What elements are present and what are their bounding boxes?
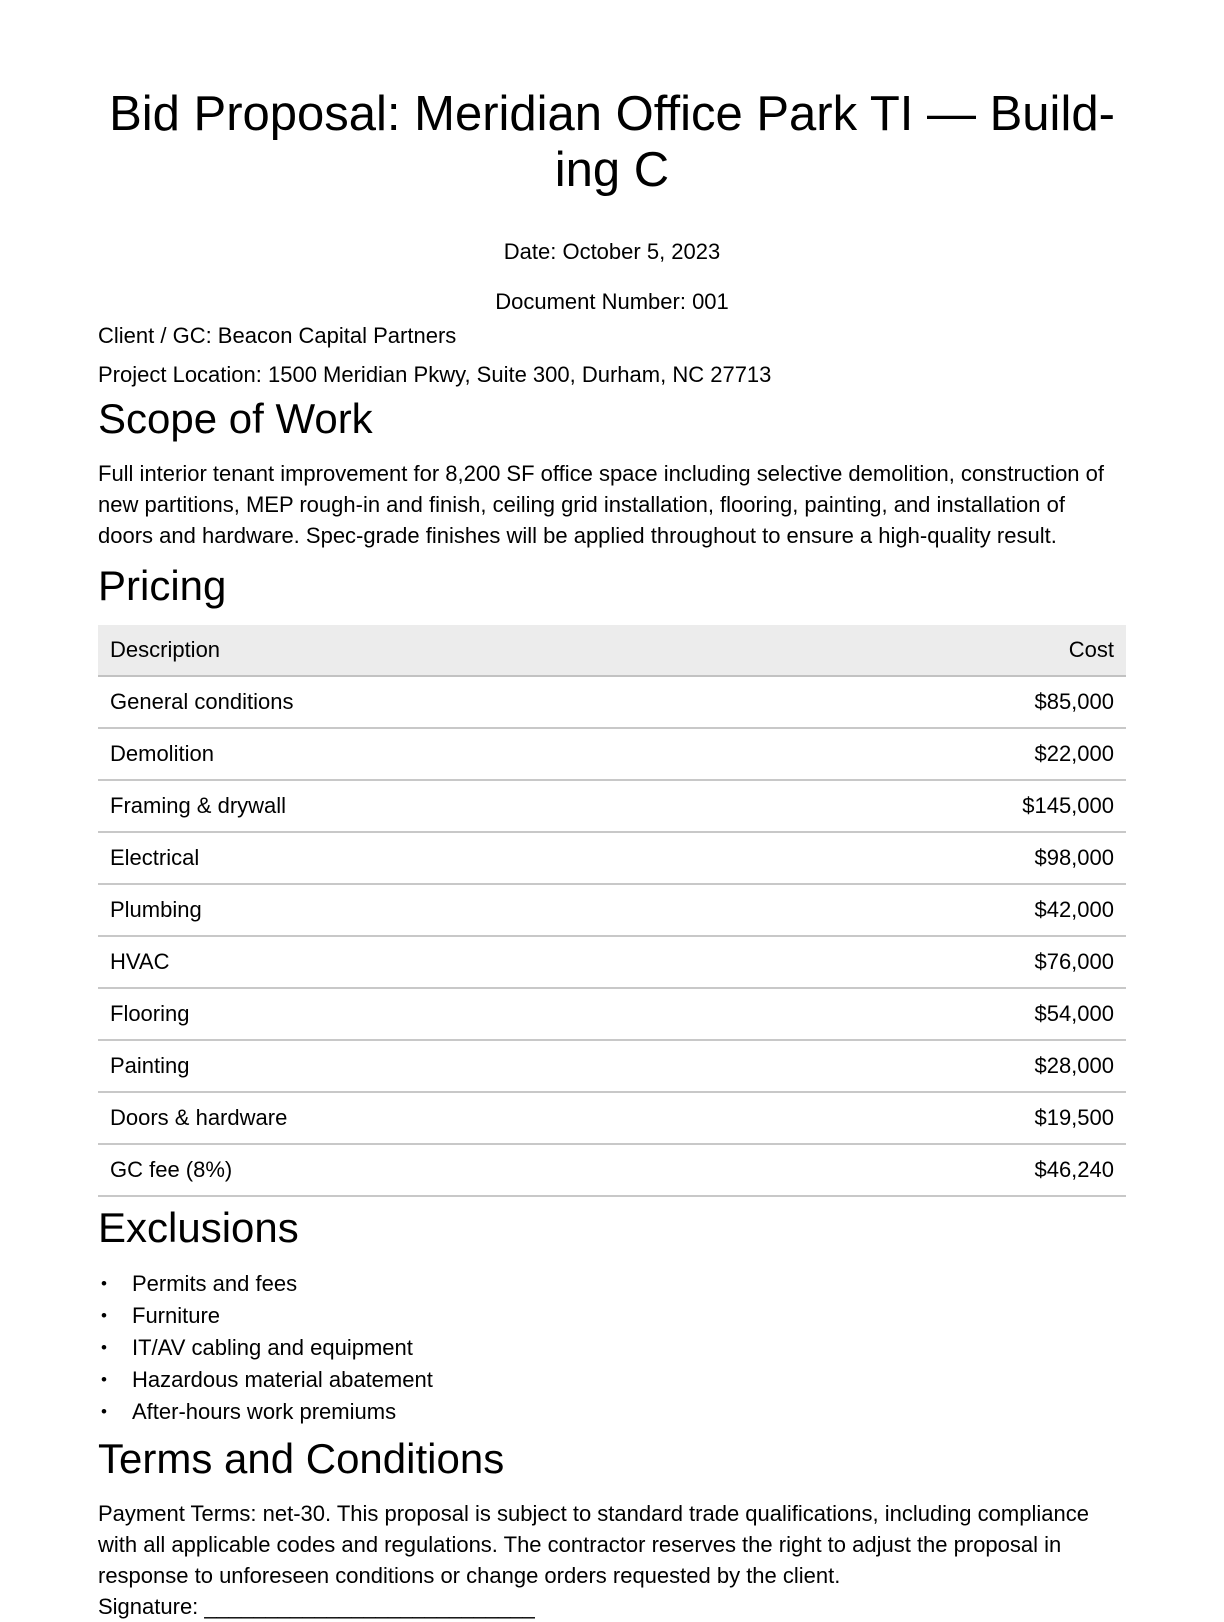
table-row xyxy=(98,988,1126,1040)
row-description: Electrical xyxy=(98,832,758,884)
table-row xyxy=(98,1092,1126,1144)
table-row xyxy=(98,780,1126,832)
signature-row xyxy=(98,1591,1126,1622)
row-description: Demolition xyxy=(98,728,758,780)
project-location-line: Project Location: 1500 Meridian Pkwy, Suite 300, Durham, NC 27713 xyxy=(98,361,772,387)
row-cost: $42,000 xyxy=(758,884,1126,936)
document-number: Document Number: 001 xyxy=(495,288,729,314)
exclusions-list xyxy=(98,1268,1126,1428)
table-row xyxy=(98,728,1126,780)
pricing-table xyxy=(98,625,1126,1197)
list-item: • Hazardous material abatement xyxy=(98,1364,1126,1396)
list-item: • Furniture xyxy=(98,1300,1126,1332)
row-description: General conditions xyxy=(98,676,758,728)
column-header-cost: Cost xyxy=(758,625,1126,676)
pricing-heading: Pricing xyxy=(98,562,227,610)
list-item: • After-hours work premiums xyxy=(98,1396,1126,1428)
row-cost: $22,000 xyxy=(758,728,1126,780)
document-date: Date: October 5, 2023 xyxy=(503,238,721,264)
row-description: Painting xyxy=(98,1040,758,1092)
table-row xyxy=(98,832,1126,884)
row-cost: $28,000 xyxy=(758,1040,1126,1092)
row-description: HVAC xyxy=(98,936,758,988)
row-description: Doors & hardware xyxy=(98,1092,758,1144)
table-row xyxy=(98,676,1126,728)
row-cost: $19,500 xyxy=(758,1092,1126,1144)
row-description: Framing & drywall xyxy=(98,780,758,832)
row-description: Flooring xyxy=(98,988,758,1040)
row-cost: $46,240 xyxy=(758,1144,1126,1196)
list-item: • Permits and fees xyxy=(98,1268,1126,1300)
table-row xyxy=(98,884,1126,936)
row-cost: $54,000 xyxy=(758,988,1126,1040)
exclusions-heading: Exclusions xyxy=(98,1204,299,1252)
signature-label: Signature: xyxy=(98,1594,199,1620)
scope-of-work-text: Full interior tenant improvement for 8,200 SF office space including selective demolition, construction of new partitions, MEP rough-in and finish, ceiling grid installation, flooring, painting, and installation of doors and hardware. Spec-grade finishes will be applied throughout to ensure a high-quality result. xyxy=(98,461,1104,549)
row-cost: $145,000 xyxy=(758,780,1126,832)
row-description: Plumbing xyxy=(98,884,758,936)
row-cost: $85,000 xyxy=(758,676,1126,728)
scope-of-work-heading: Scope of Work xyxy=(98,394,373,442)
row-cost: $98,000 xyxy=(758,832,1126,884)
table-row xyxy=(98,936,1126,988)
pricing-table-header-row xyxy=(98,625,1126,676)
table-row xyxy=(98,1144,1126,1196)
page-title: Bid Proposal: Meridian Office Park TI — Building C xyxy=(109,87,1115,198)
terms-and-conditions-heading: Terms and Conditions xyxy=(98,1434,505,1482)
row-description: GC fee (8%) xyxy=(98,1144,758,1196)
terms-text: Payment Terms: net-30. This proposal is subject to standard trade qualifications, including compliance with all applicable codes and regulations. The contractor reserves the right to adjust the proposal in response to unforeseen conditions or change orders requested by the client. xyxy=(98,1501,1089,1589)
list-item: • IT/AV cabling and equipment xyxy=(98,1332,1126,1364)
table-row xyxy=(98,1040,1126,1092)
client-gc-line: Client / GC: Beacon Capital Partners xyxy=(98,322,457,348)
row-cost: $76,000 xyxy=(758,936,1126,988)
column-header-description: Description xyxy=(98,625,758,676)
signature-blank-line: ___________________________ xyxy=(204,1594,535,1620)
